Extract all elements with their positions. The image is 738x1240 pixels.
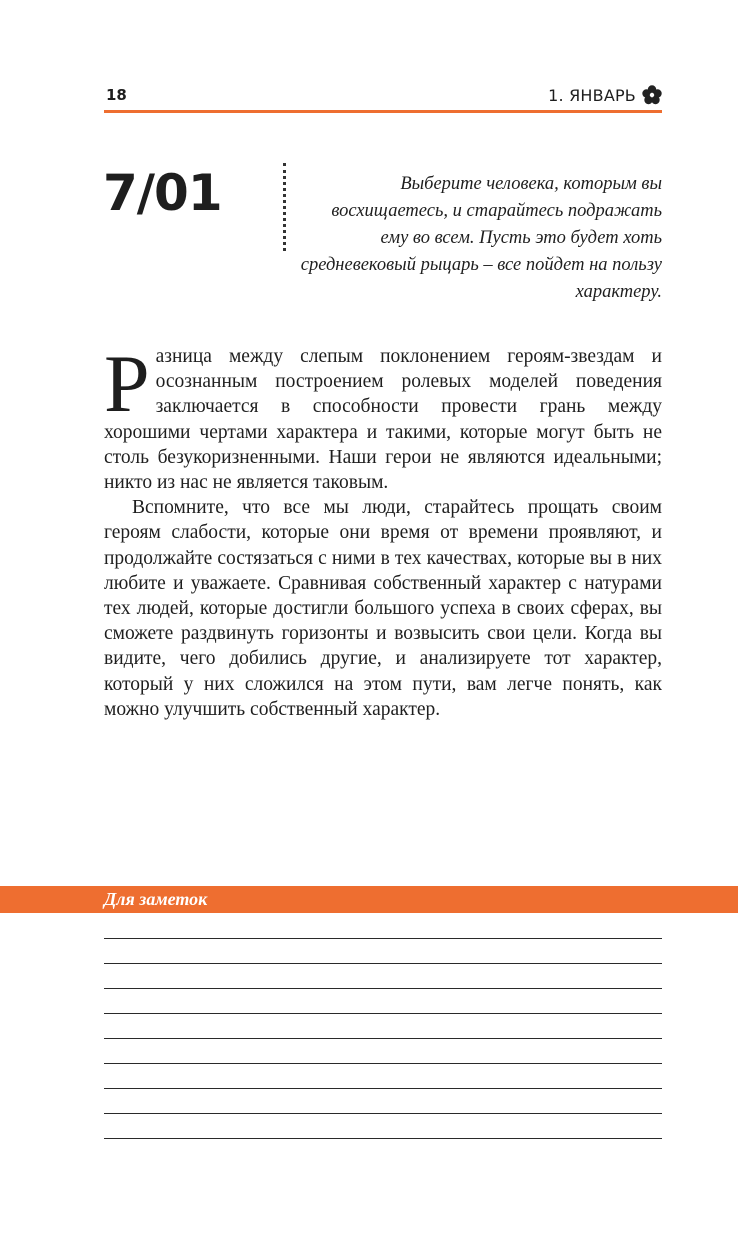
epigraph-quote: Выберите человека, которым вы восхищаетесь, и старайтесь подражать ему во всем. Пусть это будет хоть средневековый рыцарь – все пойдет на пользу характеру.: [300, 174, 662, 302]
paragraph-1: [104, 338, 662, 495]
note-line: [104, 1063, 662, 1064]
notes-label: Для заметок: [104, 889, 208, 909]
flower-icon: [642, 85, 662, 105]
drop-cap: Р: [104, 338, 150, 429]
dotted-divider: [283, 163, 286, 251]
note-line: [104, 938, 662, 939]
note-line: [104, 988, 662, 989]
page-number: 18: [106, 86, 127, 104]
chapter-heading: [548, 85, 662, 105]
note-line: [104, 963, 662, 964]
note-line: [104, 1138, 662, 1139]
notes-bar: [0, 886, 738, 913]
note-line: [104, 1013, 662, 1014]
note-line: [104, 1088, 662, 1089]
paragraph-2: Вспомните, что все мы люди, старайтесь прощать своим героям слабости, которые они время от времени проявляют, и продолжайте состязаться с ними в тех качествах, которые вы в них любите и уважаете. Сравнивая собственный характер с натурами тех людей, которые достигли большого успеха в своих сферах, вы сможете раздвинуть горизонты и возвысить свои цели. Когда вы видите, чего добились другие, и анализируете тот характер, который у них сложился на этом пути, вам легче понять, как можно улучшить собственный характер.: [104, 497, 662, 720]
entry-date: 7/01: [103, 164, 222, 222]
body-text: [104, 338, 662, 722]
paragraph-1-text: азница между слепым поклонением героям-звездам и осознанным построением ролевых моделей поведения заключается в способности провести грань между хорошими чертами характера и такими, которые могут быть не столь безукоризненными. Наши герои не являются идеальными; никто из нас не является таковым.: [104, 346, 662, 494]
chapter-title: 1. ЯНВАРЬ: [548, 85, 636, 105]
note-line: [104, 1038, 662, 1039]
page-header: [104, 82, 662, 113]
note-line: [104, 1113, 662, 1114]
